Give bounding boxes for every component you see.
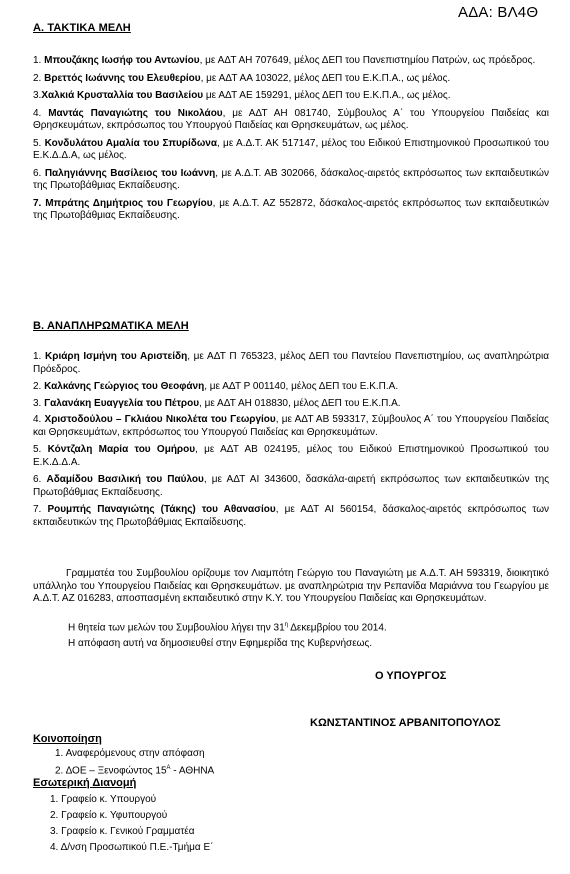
internal-item: 4. Δ/νση Προσωπικού Π.Ε.-Τμήμα Ε΄ [50, 842, 214, 853]
internal-distribution-title: Εσωτερική Διανομή [33, 777, 137, 789]
section-b-item: 1. Κριάρη Ισμήνη του Αριστείδη, με ΑΔΤ Π 765323, μέλος ΔΕΠ του Παντείου Πανεπιστημίου, ως αναπληρώτρια Πρόεδρος. [33, 351, 550, 375]
section-b-list [33, 351, 549, 529]
section-a-title: Α. ΤΑΚΤΙΚΑ ΜΕΛΗ [33, 22, 131, 34]
section-a-list [33, 55, 549, 223]
internal-distribution-list [50, 792, 213, 856]
section-b-item: 3. Γαλανάκη Ευαγγελία του Πέτρου, με ΑΔΤ ΑΗ 018830, μέλος ΔΕΠ του Ε.Κ.Π.Α. [33, 397, 401, 409]
notification-title: Κοινοποίηση [33, 733, 102, 745]
section-a-item: 4. Μαντάς Παναγιώτης του Νικολάου, με ΑΔΤ ΑΗ 081740, Σύμβουλος Α΄ του Υπουργείου Παιδείας και Θρησκευμάτων, εκπρόσωπος του Υπουργού Παιδείας και Θρησκευμάτων, ως μέλος. [33, 107, 549, 131]
section-a-item: 7. Μπράτης Δημήτριος του Γεωργίου, με Α.Δ.Τ. ΑΖ 552872, δάσκαλος-αιρετός εκπρόσωπος των εκπαιδευτικών της Πρωτοβάθμιας Εκπαίδευσης. [33, 197, 550, 221]
notification-item: 1. Αναφερόμενους στην απόφαση [55, 748, 205, 759]
section-b-item: 5. Κόντζαλη Μαρία του Ομήρου, με ΑΔΤ ΑΒ 024195, μέλος του Ειδικού Επιστημονικού Προσωπικού του Ε.Κ.Δ.Δ.Α. [33, 444, 550, 468]
section-b-item: 6. Αδαμίδου Βασιλική του Παύλου, με ΑΔΤ ΑΙ 343600, δασκάλα-αιρετή εκπρόσωπος των εκπαιδευτικών της Πρωτοβάθμιας Εκπαίδευσης. [33, 474, 550, 498]
internal-item: 1. Γραφείο κ. Υπουργού [50, 794, 157, 805]
notification-item: 2. ΔΟΕ – Ξενοφώντος $15^A$ - ΑΘΗΝΑ [55, 765, 215, 777]
notification-list [55, 747, 214, 778]
internal-item: 3. Γραφείο κ. Γενικού Γραμματέα [50, 826, 195, 837]
section-b-item: 7. Ρουμπής Παναγιώτης (Τάκης) του Αθανασίου, με ΑΔΤ ΑΙ 560154, δάσκαλος-αιρετός εκπρόσωπος των εκπαιδευτικών της Πρωτοβάθμιας Εκπαίδευσης. [33, 504, 549, 528]
section-b-title: Β. ΑΝΑΠΛΗΡΩΜΑΤΙΚΑ ΜΕΛΗ [33, 320, 189, 332]
section-a-item: 6. Παληγιάννης Βασίλειος του Ιωάννη, με Α.Δ.Τ. ΑΒ 302066, δάσκαλος-αιρετός εκπρόσωπος των εκπαιδευτικών της Πρωτοβάθμιας Εκπαίδευσης. [33, 167, 549, 191]
section-b-item: 4. Χριστοδούλου – Γκλιάου Νικολέτα του Γεωργίου, με ΑΔΤ ΑΒ 593317, Σύμβουλος Α΄ του Υπουργείου Παιδείας και Θρησκευμάτων, εκπρόσωπος του Υπουργού Παιδείας και Θρησκευμάτων. [33, 414, 549, 438]
secretary-paragraph: Γραμματέα του Συμβουλίου ορίζουμε τον Λιαμπότη Γεώργιο του Παναγιώτη με Α.Δ.Τ. ΑΗ 593319, διοικητικό υπάλληλο του Υπουργείου Παιδείας και Θρησκευμάτων. με αναπληρώτρια την Ρεπανίδα Μαριάννα του Γεωργίου με Α.Δ.Τ. ΑΖ 016283, αποσπασμένη εκπαιδευτικό στην Κ.Υ. του Υπουργείου Παιδείας και Θρησκευμάτων. [33, 568, 549, 604]
internal-item: 2. Γραφείο κ. Υφυπουργού [50, 810, 168, 821]
publication-text: Η απόφαση αυτή να δημοσιευθεί στην Εφημερίδα της Κυβερνήσεως. [68, 638, 373, 649]
section-b-item: 2. Καλκάνης Γεώργιος του Θεοφάνη, με ΑΔΤ Ρ 001140, μέλος ΔΕΠ του Ε.Κ.Π.Α. [33, 381, 399, 392]
section-a-item: 5. Κονδυλάτου Αμαλία του Σπυρίδωνα, με Α.Δ.Τ. ΑΚ 517147, μέλος του Ειδικού Επιστημονικού Προσωπικού του Ε.Κ.Δ.Δ.Α, ως μέλος. [33, 137, 549, 161]
term-text: Η θητεία των μελών του Συμβουλίου λήγει την $31^\eta$ Δεκεμβρίου του 2014. [68, 622, 387, 634]
minister-title: Ο ΥΠΟΥΡΓΟΣ [375, 670, 447, 682]
ada-code: ΑΔΑ: ΒΛ4Θ [458, 4, 539, 21]
section-a-item: 3.Χαλκιά Κρυσταλλία του Βασιλείου με ΑΔΤ ΑΕ 159291, μέλος ΔΕΠ του Ε.Κ.Π.Α., ως μέλος. [33, 90, 451, 101]
section-a-item: 2. Βρεττός Ιωάννης του Ελευθερίου, με ΑΔΤ ΑΑ 103022, μέλος ΔΕΠ του Ε.Κ.Π.Α., ως μέλος. [33, 72, 451, 84]
section-a-item: 1. Μπουζάκης Ιωσήφ του Αντωνίου, με ΑΔΤ ΑΗ 707649, μέλος ΔΕΠ του Πανεπιστημίου Πατρών, ως πρόεδρος. [33, 55, 536, 66]
minister-name: ΚΩΝΣΤΑΝΤΙΝΟΣ ΑΡΒΑΝΙΤΟΠΟΥΛΟΣ [310, 717, 501, 729]
